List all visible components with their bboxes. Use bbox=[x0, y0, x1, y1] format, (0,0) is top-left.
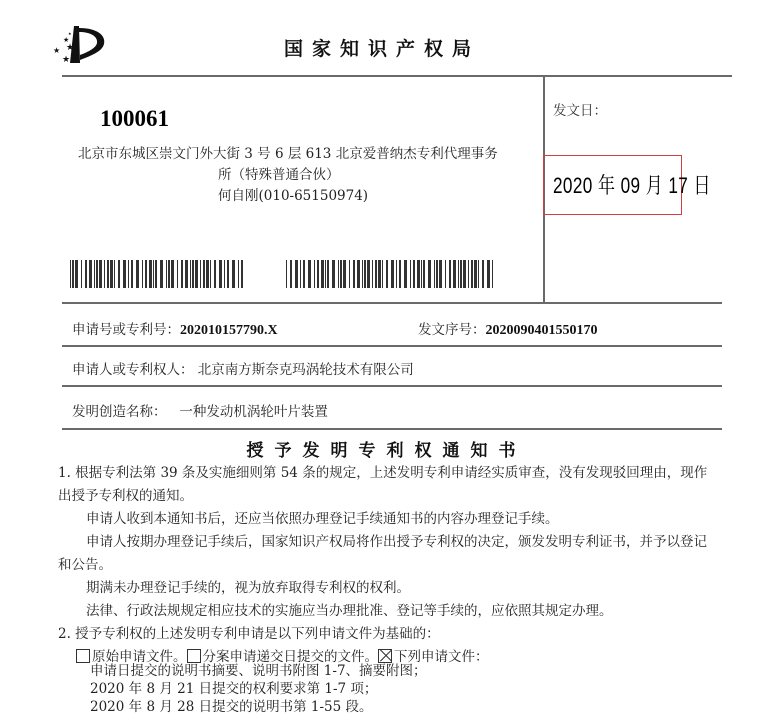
invention-label: 发明创造名称： bbox=[72, 404, 167, 420]
office-name: 国家知识产权局 bbox=[284, 38, 481, 60]
serial-number-label: 发文序号： bbox=[418, 322, 486, 338]
row-divider-3 bbox=[62, 428, 722, 430]
application-number-field bbox=[72, 318, 278, 339]
application-number-label: 申请号或专利号： bbox=[72, 322, 180, 338]
checkbox-unchecked-icon bbox=[76, 649, 90, 663]
notice-title: 授予发明专利权通知书 bbox=[246, 441, 527, 461]
paragraph-2: 申请人收到本通知书后，还应当依照办理登记手续通知书的内容办理登记手续。 bbox=[86, 511, 559, 527]
application-number: 202010157790.X bbox=[180, 323, 278, 338]
applicant-field bbox=[72, 358, 414, 378]
dispatch-date-label: 发文日： bbox=[553, 103, 607, 119]
paragraph-1-line-1: 1. 根据专利法第 39 条及实施细则第 54 条的规定，上述发明专利申请经实质审查，没有发现驳回理由，现作 bbox=[58, 465, 708, 481]
postcode: 100061 bbox=[100, 106, 169, 131]
document-item-2: 2020 年 8 月 21 日提交的权利要求第 1-7 项； bbox=[90, 681, 378, 697]
address-line-1: 北京市东城区崇文门外大街 3 号 6 层 613 北京爱普纳杰专利代理事务 bbox=[78, 146, 498, 162]
document-item-3: 2020 年 8 月 28 日提交的说明书第 1-55 段。 bbox=[90, 699, 373, 715]
barcode-1 bbox=[70, 260, 248, 288]
barcode-divider bbox=[62, 302, 722, 304]
paragraph-3-line-1: 申请人按期办理登记手续后，国家知识产权局将作出授予专利权的决定，颁发发明专利证书，并予以登记 bbox=[86, 534, 707, 550]
applicant-label: 申请人或专利权人： bbox=[72, 362, 194, 378]
option-original-documents: 原始申请文件。 bbox=[76, 649, 187, 665]
document-item-1: 申请日提交的说明书摘要、说明书附图 1-7、摘要附图； bbox=[90, 663, 427, 679]
svg-text:★: ★ bbox=[62, 55, 71, 64]
header-divider bbox=[62, 75, 732, 77]
cnipa-logo-icon bbox=[50, 22, 110, 64]
option-listed-documents: 下列申请文件： bbox=[378, 649, 489, 665]
invention-title: 一种发动机涡轮叶片装置 bbox=[179, 404, 328, 420]
address-line-2: 所（特殊普通合伙） bbox=[218, 167, 340, 183]
serial-number: 2020090401550170 bbox=[485, 323, 598, 338]
applicant-name: 北京南方斯奈克玛涡轮技术有限公司 bbox=[197, 362, 414, 378]
svg-text:★: ★ bbox=[66, 43, 75, 53]
contact-person: 何自刚(010-65150974) bbox=[218, 188, 369, 204]
paragraph-5: 法律、行政法规规定相应技术的实施应当办理批准、登记等手续的，应依照其规定办理。 bbox=[86, 603, 613, 619]
paragraph-1-line-2: 出授予专利权的通知。 bbox=[58, 488, 193, 504]
row-divider-1 bbox=[62, 345, 722, 347]
paragraph-3-line-2: 和公告。 bbox=[58, 557, 112, 573]
dispatch-date-box bbox=[543, 155, 711, 215]
invention-field bbox=[72, 400, 328, 420]
svg-text:★: ★ bbox=[68, 31, 72, 36]
svg-text:★: ★ bbox=[63, 36, 70, 44]
paragraph-4: 期满未办理登记手续的，视为放弃取得专利权的权利。 bbox=[86, 580, 410, 596]
option-divisional-documents: 分案申请递交日提交的文件。 bbox=[187, 649, 379, 665]
svg-text:★: ★ bbox=[53, 46, 61, 55]
row-divider-2 bbox=[62, 385, 722, 387]
dispatch-date: 2020 年 09 月 17 日 bbox=[553, 173, 711, 198]
serial-number-field bbox=[418, 318, 598, 339]
barcode-2 bbox=[286, 260, 498, 288]
paragraph-6: 2. 授予专利权的上述发明专利申请是以下列申请文件为基础的： bbox=[58, 626, 440, 642]
